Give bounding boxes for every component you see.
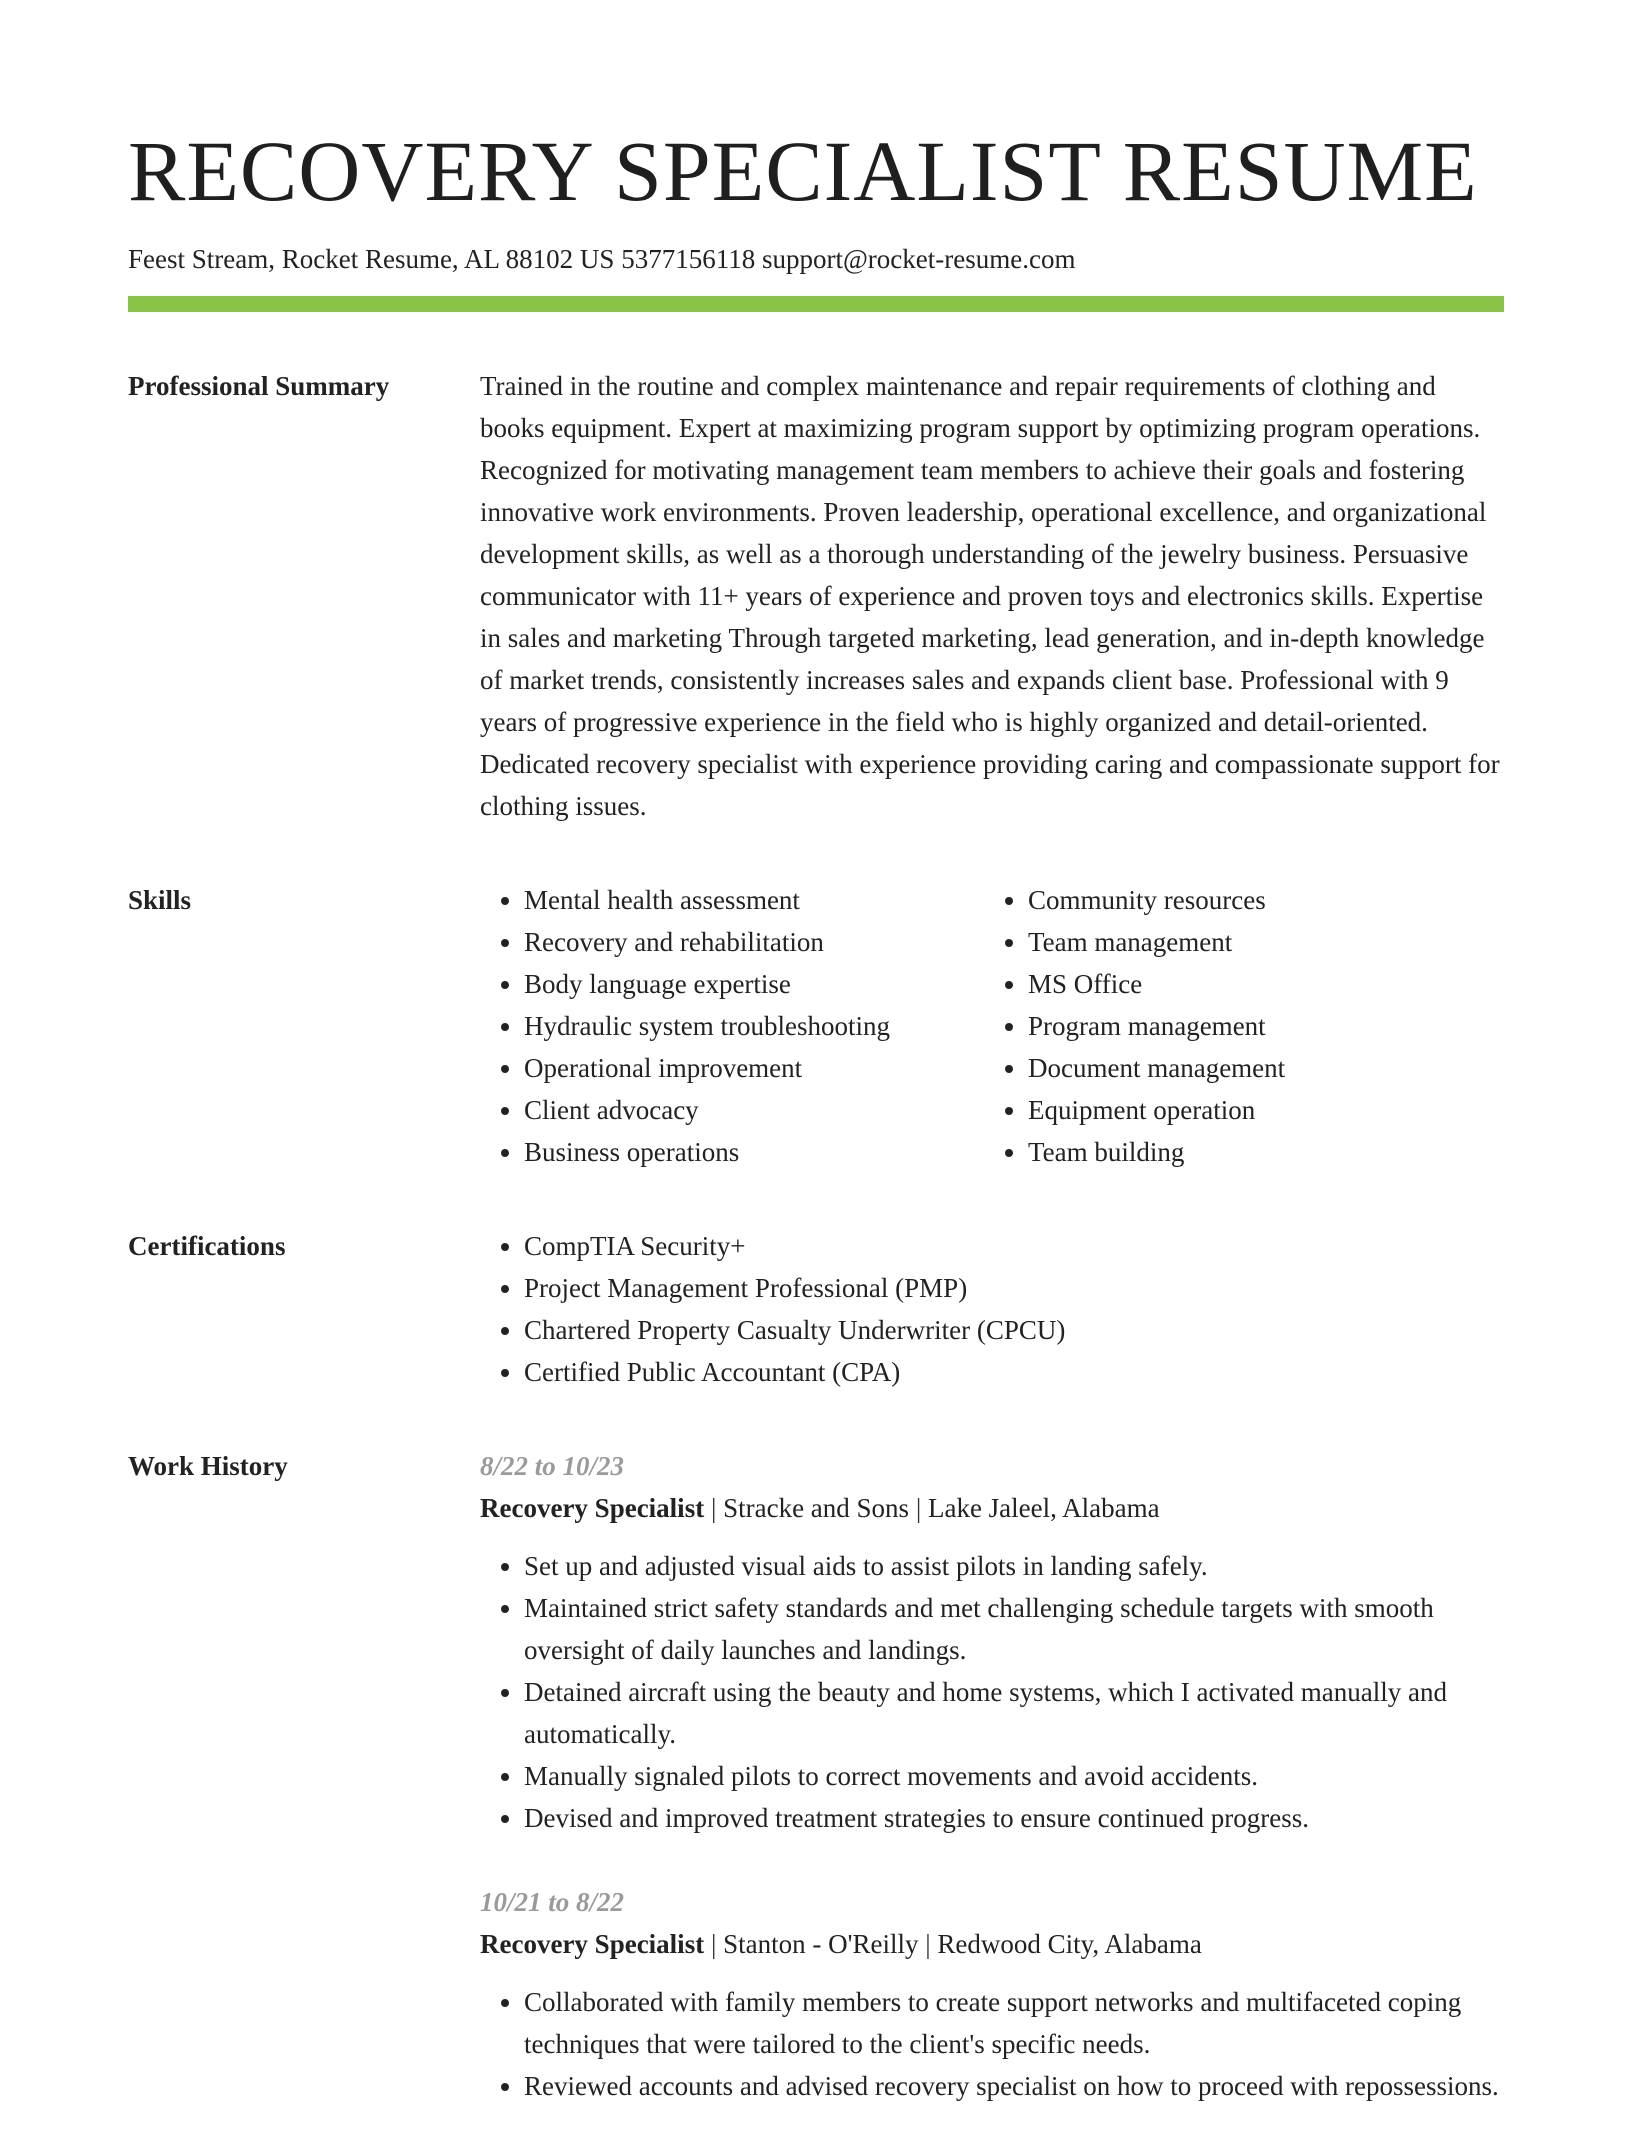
job-entry	[480, 1881, 1504, 2107]
certification-item: • Project Management Professional (PMP)	[524, 1267, 1504, 1309]
job-heading	[480, 1487, 1504, 1529]
separator: |	[710, 1929, 717, 1959]
skill-item: • Equipment operation	[1028, 1089, 1488, 1131]
job-bullet: • Manually signaled pilots to correct movements and avoid accidents.	[524, 1755, 1504, 1797]
job-heading	[480, 1923, 1504, 1965]
skill-item: • MS Office	[1028, 963, 1488, 1005]
job-bullet: • Detained aircraft using the beauty and home systems, which I activated manually and automatically.	[524, 1671, 1504, 1755]
skill-item: • Operational improvement	[524, 1047, 984, 1089]
job-bullet: • Collaborated with family members to create support networks and multifaceted coping techniques that were tailored to the client's specific needs.	[524, 1981, 1504, 2065]
skill-item: • Team building	[1028, 1131, 1488, 1173]
skill-item: • Document management	[1028, 1047, 1488, 1089]
job-bullet: • Reviewed accounts and advised recovery specialist on how to proceed with repossessions.	[524, 2065, 1504, 2107]
certification-item: • Chartered Property Casualty Underwriter (CPCU)	[524, 1309, 1504, 1351]
job-location: Lake Jaleel, Alabama	[927, 1493, 1160, 1523]
section-heading: Certifications	[128, 1231, 286, 1261]
separator: |	[925, 1929, 931, 1959]
resume-page	[128, 0, 1504, 2149]
separator: |	[915, 1493, 922, 1523]
work-history-section	[128, 1445, 1504, 2149]
section-heading: Professional Summary	[128, 371, 390, 401]
resume-title: RECOVERY SPECIALIST RESUME	[128, 123, 1478, 219]
skill-item: • Hydraulic system troubleshooting	[524, 1005, 984, 1047]
skills-section	[128, 879, 1504, 1173]
job-company: Stanton - O'Reilly	[723, 1929, 919, 1959]
job-dates: 8/22 to 10/23	[480, 1451, 625, 1481]
job-title: Recovery Specialist	[480, 1929, 705, 1959]
job-bullet: • Devised and improved treatment strategies to ensure continued progress.	[524, 1797, 1504, 1839]
section-heading: Skills	[128, 885, 192, 915]
certification-item: • Certified Public Accountant (CPA)	[524, 1351, 1504, 1393]
job-bullet: • Maintained strict safety standards and met challenging schedule targets with smooth oversight of daily launches and landings.	[524, 1587, 1504, 1671]
skills-column-right	[984, 879, 1488, 1173]
skill-item: • Body language expertise	[524, 963, 984, 1005]
skill-item: • Community resources	[1028, 879, 1488, 921]
contact-line: Feest Stream, Rocket Resume, AL 88102 US 5377156118 support@rocket-resume.com	[128, 244, 1076, 274]
skill-item: • Client advocacy	[524, 1089, 984, 1131]
job-title: Recovery Specialist	[480, 1493, 705, 1523]
job-location: Redwood City, Alabama	[937, 1929, 1202, 1959]
summary-text: Trained in the routine and complex maintenance and repair requirements of clothing and books equipment. Expert at maximizing program support by optimizing program operations. Recognized for motivating management team members to achieve their goals and fostering innovative work environments. Proven leadership, operational excellence, and organizational development skills, as well as a thorough understanding of the jewelry business. Persuasive communicator with 11+ years of experience and proven toys and electronics skills. Expertise in sales and marketing Through targeted marketing, lead generation, and in-depth knowledge of market trends, consistently increases sales and expands client base. Professional with 9 years of progressive experience in the field who is highly organized and detail-oriented. Dedicated recovery specialist with experience providing caring and compassionate support for clothing issues.	[480, 371, 1500, 821]
separator: |	[710, 1493, 717, 1523]
skill-item: • Team management	[1028, 921, 1488, 963]
section-heading: Work History	[128, 1451, 288, 1481]
skill-item: • Mental health assessment	[524, 879, 984, 921]
job-bullet: • Set up and adjusted visual aids to assist pilots in landing safely.	[524, 1545, 1504, 1587]
job-company: Stracke and Sons	[723, 1493, 910, 1523]
certifications-section	[128, 1225, 1504, 1393]
skill-item: • Business operations	[524, 1131, 984, 1173]
job-dates: 10/21 to 8/22	[480, 1887, 625, 1917]
certification-item: • CompTIA Security+	[524, 1225, 1504, 1267]
skill-item: • Program management	[1028, 1005, 1488, 1047]
job-entry	[480, 1445, 1504, 1839]
header-divider	[128, 296, 1504, 312]
skill-item: • Recovery and rehabilitation	[524, 921, 984, 963]
summary-section	[128, 365, 1504, 827]
skills-column-left	[480, 879, 984, 1173]
